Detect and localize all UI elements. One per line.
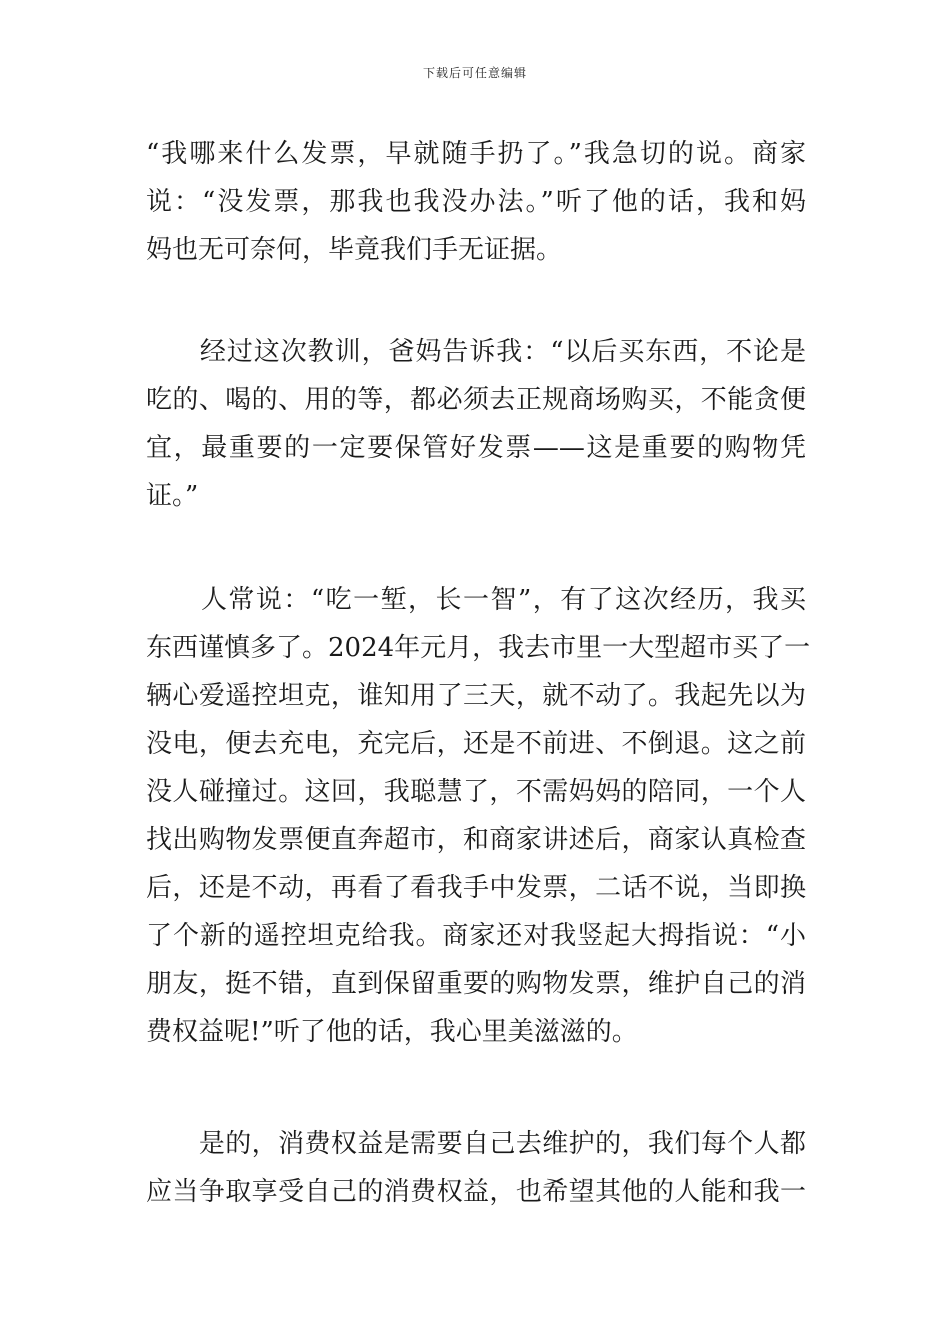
text-line: 辆心爱遥控坦克，谁知用了三天，就不动了。我起先以为 <box>146 681 806 711</box>
text-line: 没电，便去充电，充完后，还是不前进、不倒退。这之前 <box>146 729 806 759</box>
text-line: 找出购物发票便直奔超市，和商家讲述后，商家认真检查 <box>146 825 806 855</box>
text-line: 东西谨慎多了。2024年元月，我去市里一大型超市买了一 <box>146 633 811 663</box>
text-line: 人常说：“吃一堑，长一智”，有了这次经历，我买 <box>146 585 806 615</box>
page-header: 下载后可任意编辑 <box>422 66 527 80</box>
text-line: 妈也无可奈何，毕竟我们手无证据。 <box>146 235 563 265</box>
text-line: 说：“没发票，那我也我没办法。”听了他的话，我和妈 <box>146 187 806 217</box>
text-line: 了个新的遥控坦克给我。商家还对我竖起大拇指说：“小 <box>146 921 806 951</box>
text-line: 宜，最重要的一定要保管好发票——这是重要的购物凭 <box>146 433 806 463</box>
text-line: 朋友，挺不错，直到保留重要的购物发票，维护自己的消 <box>146 969 806 999</box>
text-line: 证。” <box>146 481 199 511</box>
text-line: 是的，消费权益是需要自己去维护的，我们每个人都 <box>146 1129 806 1159</box>
text-line: 应当争取享受自己的消费权益，也希望其他的人能和我一 <box>146 1177 806 1207</box>
text-line: 没人碰撞过。这回，我聪慧了，不需妈妈的陪同，一个人 <box>146 777 806 807</box>
text-line: 后，还是不动，再看了看我手中发票，二话不说，当即换 <box>146 873 806 903</box>
text-line: 吃的、喝的、用的等，都必须去正规商场购买，不能贪便 <box>146 385 806 415</box>
text-line: 经过这次教训，爸妈告诉我：“以后买东西，不论是 <box>146 337 806 367</box>
text-line: “我哪来什么发票，早就随手扔了。”我急切的说。商家 <box>146 139 806 169</box>
text-line: 费权益呢!”听了他的话，我心里美滋滋的。 <box>146 1017 638 1047</box>
